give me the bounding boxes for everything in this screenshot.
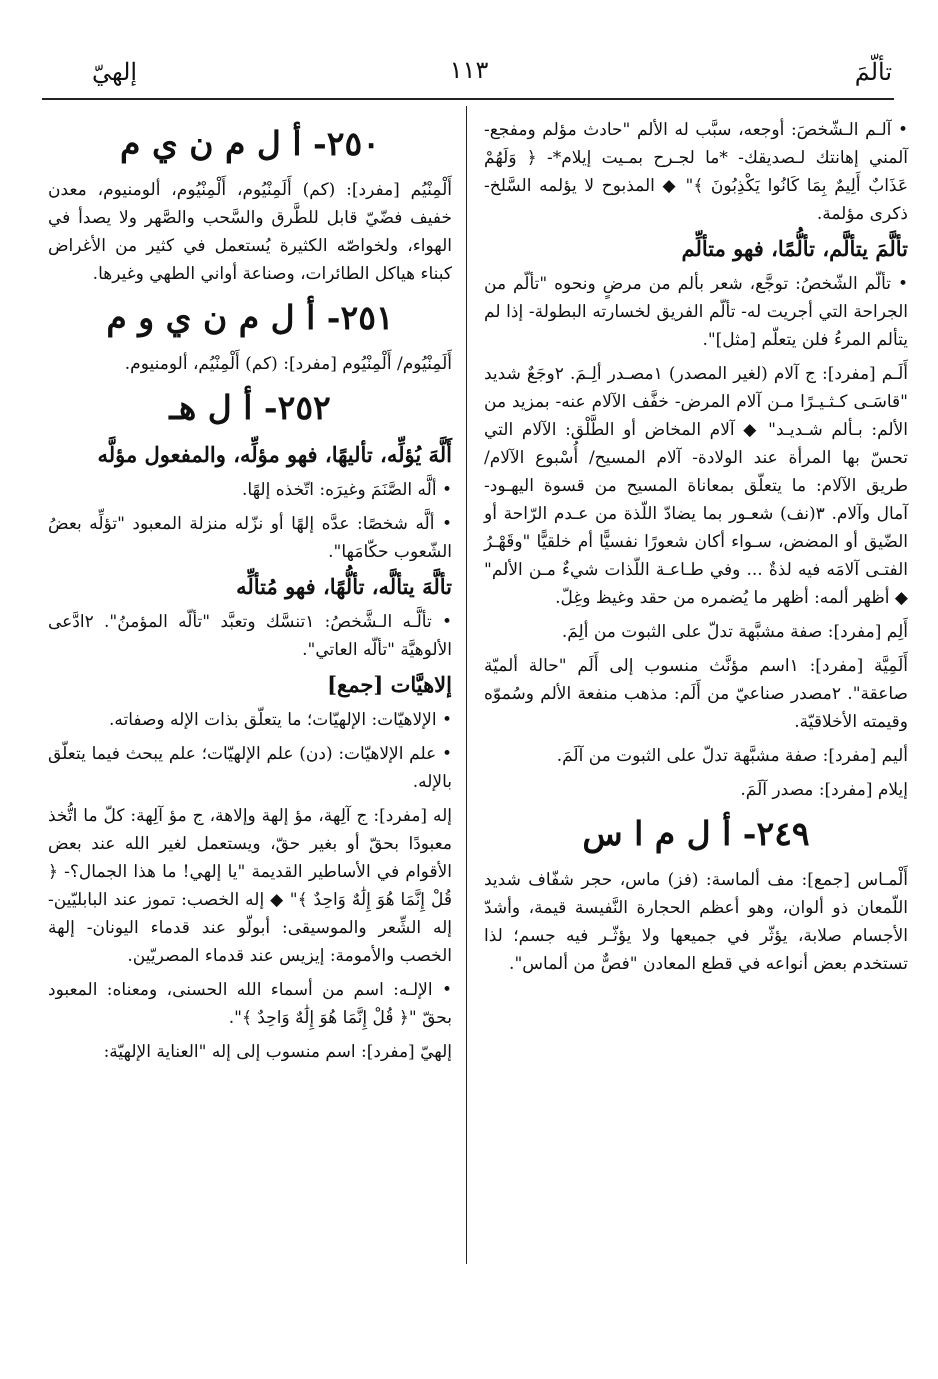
entry-paragraph: أَلَمِنْيُوم/ أَلْمِنْيُوم [مفرد]: (كم) أَلْمِنْيُم، ألومنيوم. bbox=[124, 354, 452, 374]
entry-paragraph: إله [مفرد]: ج آلِهة، مؤ إلهة وإلاهة، ج مؤ آلِهة: كلّ ما اتُّخذ معبودًا بحقّ أو بغير حقّ، ويستعمل لغير الله عند بعض الأقوام في الأساطير القديمة "يا إلهي! ما هذا الجمال؟- ﴿ قُلْ إِنَّمَا هُوَ إِلَٰهٌ وَاحِدٌ ﴾" ◆ إله الخصب: تموز عند البابليّين- إله الشِّعر والموسيقى: أبولّو عند قدماء اليونان- إلهة الخصب والأمومة: إيزيس عند قدماء المصريّين. bbox=[48, 806, 452, 966]
right-column bbox=[484, 116, 908, 984]
left-column bbox=[48, 116, 452, 1072]
verb-heading: أَلَّهَ يُؤلِّه، تأليهًا، فهو مؤلِّه، والمفعول مؤلَّه bbox=[97, 442, 452, 467]
entry-paragraph: • ألَّه شخصًا: عدَّه إلهًا أو نزّله منزلة المعبود "تؤلِّه بعضُ الشّعوب حكّامَها". bbox=[48, 514, 452, 562]
entry-paragraph: • الإلـه: اسم من أسماء الله الحسنى، ومعناه: المعبود بحقّ "﴿ قُلْ إِنَّمَا هُوَ إِلَٰهٌ وَاحِدٌ ﴾". bbox=[48, 980, 452, 1028]
root-heading: ٢٥٠- أ ل م ن ي م bbox=[120, 124, 380, 163]
verb-heading: إلاهيَّات [جمع] bbox=[327, 672, 452, 697]
header-rule bbox=[42, 98, 894, 100]
header-guide-word-right: تألّمَ bbox=[854, 58, 892, 86]
root-heading: ٢٤٩- أ ل م ا س bbox=[582, 814, 810, 853]
entry-paragraph: إيلام [مفرد]: مصدر آلَمَ. bbox=[740, 780, 908, 800]
entry-paragraph: • الإلاهيّات: الإلهيّات؛ ما يتعلّق بذات الإله وصفاته. bbox=[108, 710, 452, 730]
entry-paragraph: أَلِم [مفرد]: صفة مشبَّهة تدلّ على الثبوت من ألِمَ. bbox=[561, 622, 908, 642]
root-heading: ٢٥١- أ ل م ن ي و م bbox=[106, 298, 394, 337]
entry-paragraph: • تألَّـه الـشَّخصُ: ١تنسَّك وتعبَّد "تألّه المؤمنُ". ٢ادَّعى الألوهيَّة "تألّه العاتي". bbox=[48, 612, 452, 660]
entry-paragraph: أَلَـم [مفرد]: ج آلام (لغير المصدر) ١مصـدر ألِـمَ. ٢وجَعٌ شديد "قاسَـى كـثـيـرًا مـن آلام المرض- خفَّف الآلام عنه- بمزيد من الألم: بـألم شـديـد" ◆ آلام المخاض أو الطَّلْق: الآلام التي تحسّ بها المرأة عند الولادة- آلام المسيح/ أُسْبوع الآلام/ طريق الآلام: ما يتعلّق بمعاناة المسيح من قسوة اليهـود- آمال وآلام. ٣(نف) شعـور بما يضادّ اللّذة من عـدم الرّاحة أو الضّيق أو المضض، سـواء أكان شعورًا نفسيًّا أم خلقيًّا "وقَهْـرُ الفتـى آلامَه فيه لذةٌ ... وفي طـاعـة اللّذات شيءٌ مـن الألم" ◆ أظهر ألمه: أظهر ما يُضمره من حقد وغيظ وغِلّ. bbox=[484, 364, 908, 608]
entry-paragraph: • تألّم الشّخصُ: توجَّع، شعر بألم من مرضٍ ونحوه "تألّم من الجراحة التي أجريت له- تألّم الفريق لخسارته البطولة- إذا لم يتألم المرءُ فلن يتعلّم [مثل]". bbox=[484, 274, 908, 350]
verb-heading: تألَّمَ يتألَّم، تألُّمًا، فهو متألِّم bbox=[681, 236, 908, 261]
page-header bbox=[40, 50, 898, 94]
entry-paragraph: إلهيّ [مفرد]: اسم منسوب إلى إله "العناية الإلهيّة: bbox=[103, 1042, 452, 1062]
entry-paragraph: • ألَّه الصَّنَمَ وغيرَه: اتّخذه إلهًا. bbox=[242, 480, 452, 500]
entry-paragraph: أَلَمِيَّة [مفرد]: ١اسم مؤنَّث منسوب إلى أَلَم "حالة ألميّة صاعقة". ٢مصدر صناعيّ من أَلَم: مذهب منفعة الألم وسُموّه وقيمته الأخلاقيّة. bbox=[484, 656, 908, 732]
entry-paragraph: • علم الإلاهيّات: (دن) علم الإلهيّات؛ علم يبحث فيما يتعلّق بالإله. bbox=[48, 744, 452, 792]
verb-heading: تألَّهَ يتألَّه، تألُّهًا، فهو مُتألِّه bbox=[236, 574, 452, 599]
entry-paragraph: أَلْمـاس [جمع]: مف ألماسة: (فز) ماس، حجر شفّاف شديد اللّمعان ذو ألوان، وهو أعظم الحجارة النَّفيسة قيمة، وأشدّ الأجسام صلابة، يؤثّر في جميعها ولا يؤثّـر فيه جسم؛ لذا تستخدم بعض أنواعه في قطع المعادن "فصٌّ من ألماس". bbox=[484, 870, 908, 974]
entry-paragraph: أليم [مفرد]: صفة مشبَّهة تدلّ على الثبوت من آلَمَ. bbox=[556, 746, 908, 766]
entry-paragraph: أَلْمِنْيُم [مفرد]: (كم) أَلَمِنْيُوم، أَلْمِنْيُوم، ألومنيوم، معدن خفيف فضّيّ قابل للطَّرق والسَّحب والصَّهر ولا يصدأ في الهواء، ولخواصّه الكثيرة يُستعمل في كثير من الأغراض كبناء هياكل الطائرات، وصناعة أواني الطهي وغيرها. bbox=[48, 180, 452, 284]
column-divider bbox=[466, 106, 467, 1264]
page-number: ١١٣ bbox=[449, 56, 489, 84]
root-heading: ٢٥٢- أ ل هـ bbox=[169, 388, 331, 427]
entry-paragraph: • آلـم الـشّخصَ: أوجعه، سبَّب له الألم "حادث مؤلم ومفجع- آلمني إهانتك لـصديقك- *ما لجـرح بمـيت إيلام*- ﴿ وَلَهُمْ عَذَابٌ أَلِيمٌ بِمَا كَانُوا يَكْذِبُونَ ﴾" ◆ المذبوح لا يؤلمه السَّلخ- ذكرى مؤلمة. bbox=[484, 120, 908, 224]
header-guide-word-left: إلهيّ bbox=[92, 58, 138, 86]
